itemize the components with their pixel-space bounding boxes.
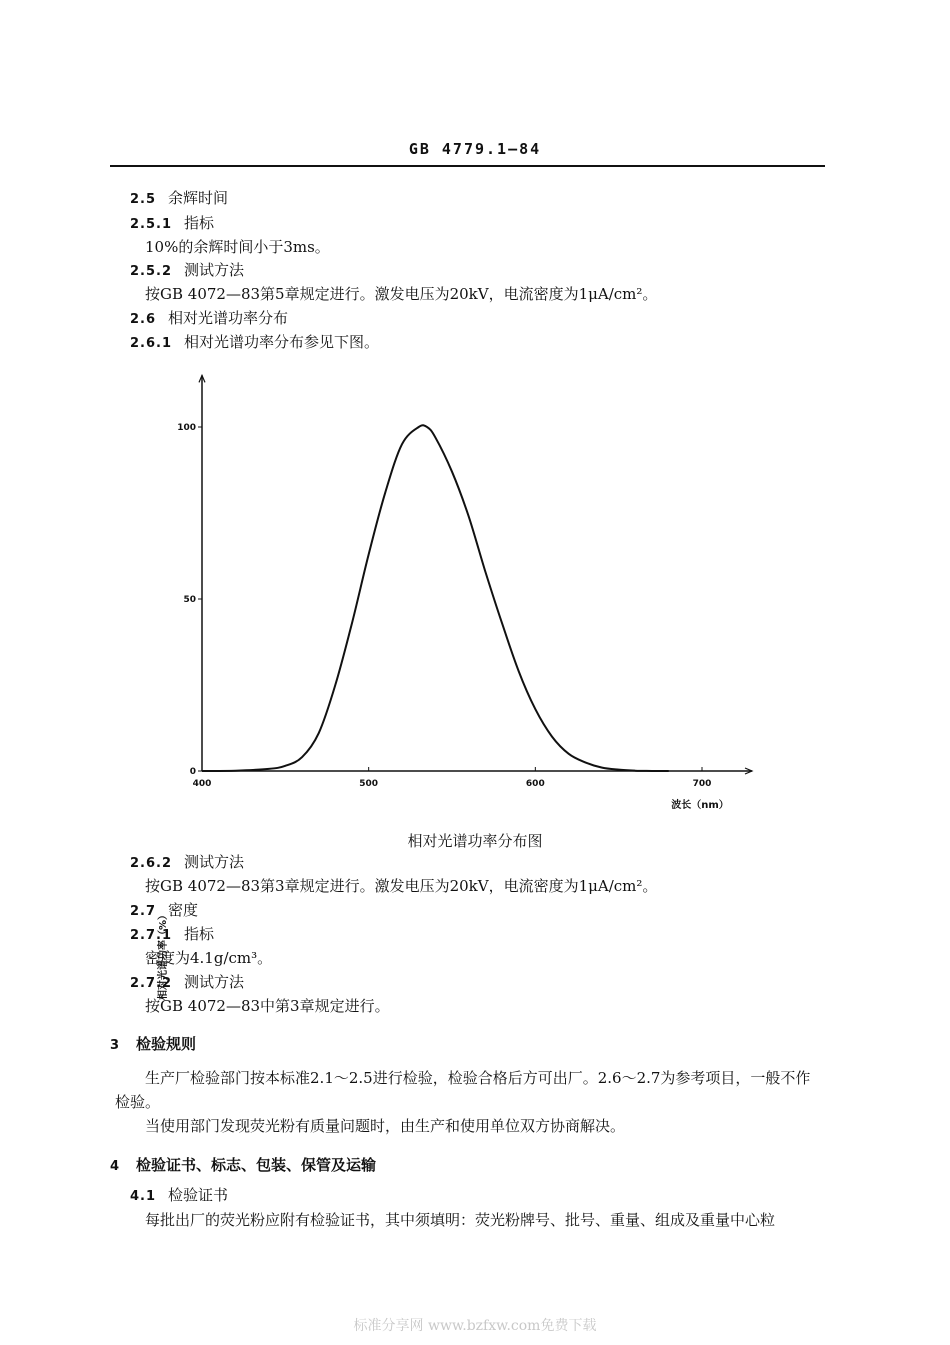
section-2-6-2-body: 按GB 4072—83第3章规定进行。激发电压为20kV，电流密度为1μA/cm²。 [145, 877, 658, 895]
header-rule [110, 165, 825, 167]
watermark: 标准分享网 www.bzfxw.com免费下载 [353, 1318, 597, 1334]
section-4-1 [130, 1185, 228, 1207]
section-title: 指标 [184, 214, 215, 232]
x-tick-label: 500 [359, 779, 379, 789]
section-2-7-2-body: 按GB 4072—83中第3章规定进行。 [145, 997, 390, 1015]
x-tick-label: 400 [192, 779, 212, 789]
section-title: 检验证书、标志、包装、保管及运输 [136, 1156, 377, 1174]
section-number: 2.6.2 [130, 856, 173, 871]
section-title: 相对光谱功率分布参见下图。 [184, 333, 380, 351]
section-4-1-body: 每批出厂的荧光粉应附有检验证书，其中须填明：荧光粉牌号、批号、重量、组成及重量中心粒 [145, 1211, 776, 1229]
section-title: 密度 [168, 901, 199, 919]
y-tick-label: 50 [183, 595, 196, 605]
section-2-7 [130, 900, 198, 922]
section-title: 指标 [184, 925, 215, 943]
section-2-5-2-body: 按GB 4072—83第5章规定进行。激发电压为20kV，电流密度为1μA/cm²。 [145, 285, 658, 303]
section-number: 2.7.2 [130, 976, 173, 991]
spectral-curve [202, 425, 669, 771]
section-number: 2.5.1 [130, 217, 173, 232]
section-number: 3 [110, 1038, 121, 1053]
section-2-6-1 [130, 332, 379, 354]
section-number: 2.7.1 [130, 928, 173, 943]
section-3-paragraph-2: 当使用部门发现荧光粉有质量问题时，由生产和使用单位双方协商解决。 [145, 1117, 626, 1135]
section-2-7-1-body: 密度为4.1g/cm³。 [145, 949, 273, 967]
y-tick-label: 0 [189, 767, 196, 777]
section-3-paragraph-1: 生产厂检验部门按本标准2.1～2.5进行检验，检验合格后方可出厂。2.6～2.7为参考项目，一般不作检验。 [115, 1069, 811, 1111]
section-title: 检验规则 [136, 1035, 197, 1053]
section-number: 2.6.1 [130, 336, 173, 351]
section-title: 测试方法 [184, 973, 245, 991]
section-number: 2.5 [130, 192, 157, 207]
x-axis-label: 波长（nm） [671, 800, 729, 811]
section-2-7-1 [130, 924, 214, 946]
section-title: 相对光谱功率分布 [168, 309, 289, 327]
section-2-5 [130, 188, 228, 210]
section-title: 测试方法 [184, 261, 245, 279]
x-tick-label: 600 [525, 779, 545, 789]
x-tick-label: 700 [692, 779, 712, 789]
y-axis-label: 相对光谱功率（%） [158, 909, 169, 1001]
section-3-body [115, 1066, 825, 1138]
section-4 [110, 1155, 376, 1177]
section-title: 检验证书 [168, 1186, 229, 1204]
section-2-6 [130, 308, 288, 330]
section-number: 4 [110, 1159, 121, 1174]
section-title: 测试方法 [184, 853, 245, 871]
section-2-7-2 [130, 972, 244, 994]
section-2-5-1 [130, 213, 214, 235]
section-number: 4.1 [130, 1189, 157, 1204]
chart-caption: 相对光谱功率分布图 [407, 832, 543, 850]
section-3 [110, 1034, 196, 1056]
section-2-6-2 [130, 852, 244, 874]
section-2-5-2 [130, 260, 244, 282]
section-title: 余辉时间 [168, 189, 229, 207]
section-number: 2.5.2 [130, 264, 173, 279]
section-2-5-1-body: 10%的余辉时间小于3ms。 [145, 238, 330, 256]
section-number: 2.7 [130, 904, 157, 919]
standard-code: GB 4779.1—84 [408, 140, 542, 158]
y-tick-label: 100 [177, 423, 196, 433]
section-number: 2.6 [130, 312, 157, 327]
